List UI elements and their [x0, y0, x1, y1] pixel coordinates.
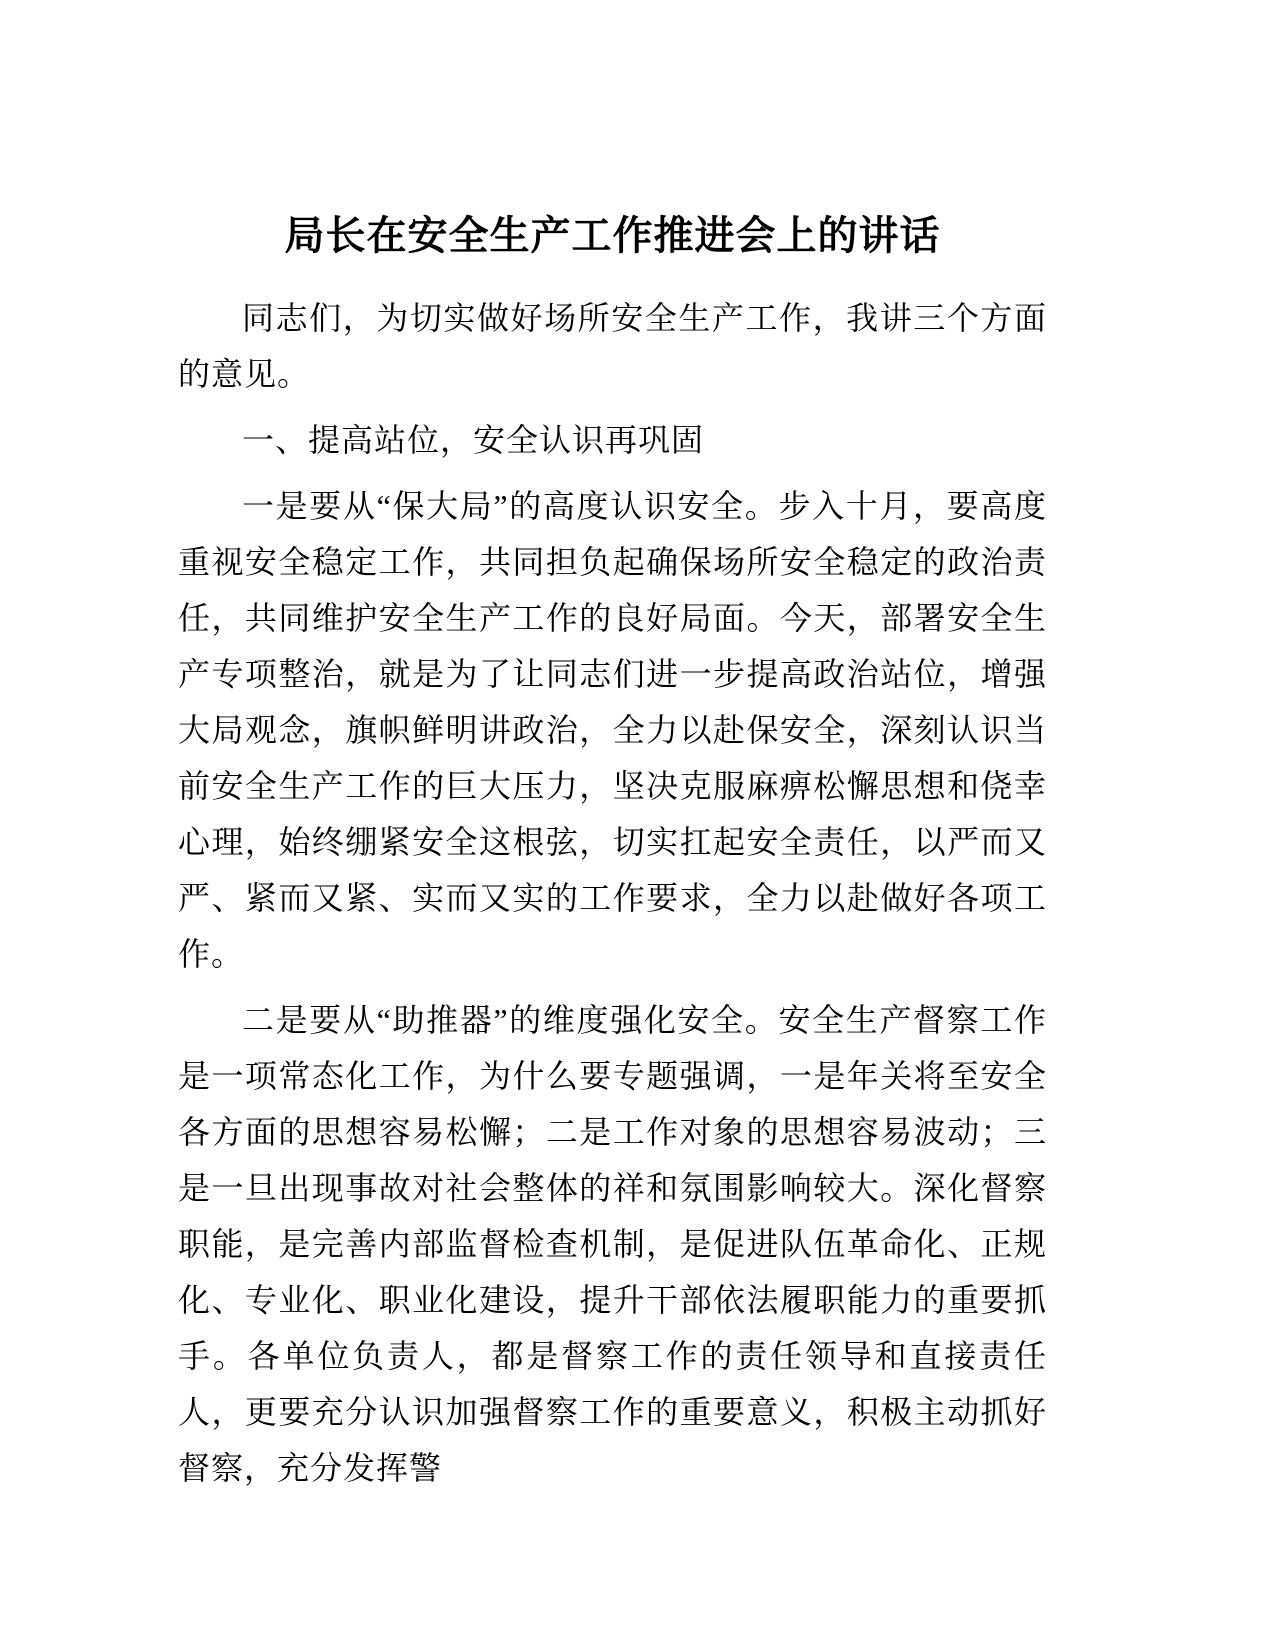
paragraph-intro: 同志们，为切实做好场所安全生产工作，我讲三个方面的意见。	[178, 300, 1047, 392]
paragraph-point-1: 一是要从“保大局”的高度认识安全。步入十月，要高度重视安全稳定工作，共同担负起确保场所安全稳定的政治责任，共同维护安全生产工作的良好局面。今天，部署安全生产专项整治，就是为了让同志们进一步提高政治站位，增强大局观念，旗帜鲜明讲政治，全力以赴保安全，深刻认识当前安全生产工作的巨大压力，坚决克服麻痹松懈思想和侥幸心理，始终绷紧安全这根弦，切实扛起安全责任，以严而又严、紧而又紧、实而又实的工作要求，全力以赴做好各项工作。	[178, 488, 1047, 972]
section-heading-1: 一、提高站位，安全认识再巩固	[242, 422, 705, 458]
paragraph-point-2: 二是要从“助推器”的维度强化安全。安全生产督察工作是一项常态化工作，为什么要专题强调，一是年关将至安全各方面的思想容易松懈；二是工作对象的思想容易波动；三是一旦出现事故对社会整体的祥和氛围影响较大。深化督察职能，是完善内部监督检查机制，是促进队伍革命化、正规化、专业化、职业化建设，提升干部依法履职能力的重要抓手。各单位负责人，都是督察工作的责任领导和直接责任人，更要充分认识加强督察工作的重要意义，积极主动抓好督察，充分发挥警	[178, 1002, 1047, 1486]
document-title: 局长在安全生产工作推进会上的讲话	[284, 213, 941, 258]
